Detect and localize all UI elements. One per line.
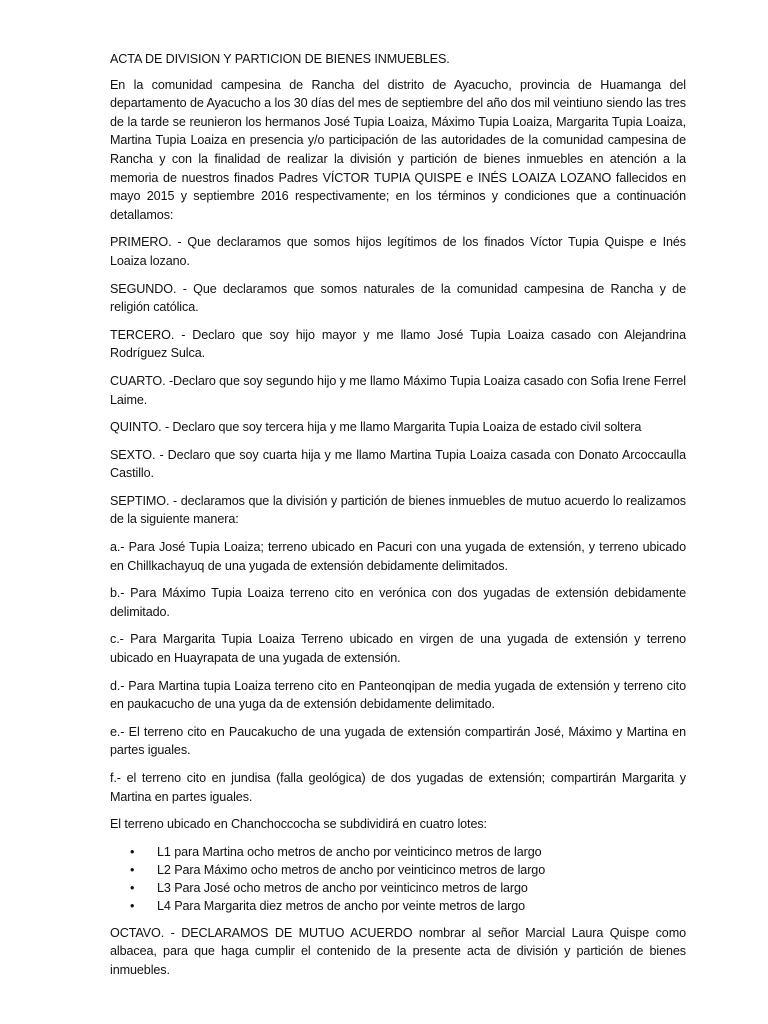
item-d: d.- Para Martina tupia Loaiza terreno cito en Panteonqipan de media yugada de extensión y terreno cito en paukacucho de una yuga da de extensión debidamente delimitado. bbox=[110, 678, 686, 712]
clause-segundo: SEGUNDO. - Que declaramos que somos naturales de la comunidad campesina de Rancha y de religión católica. bbox=[110, 281, 686, 315]
clause-primero: PRIMERO. - Que declaramos que somos hijos legítimos de los finados Víctor Tupia Quispe e Inés Loaiza lozano. bbox=[110, 235, 686, 268]
item-e: e.- El terreno cito en Paucakucho de una yugada de extensión compartirán José, Máximo y Martina en partes iguales. bbox=[110, 724, 686, 758]
lot-text: L4 Para Margarita diez metros de ancho por veinte metros de largo bbox=[157, 898, 526, 913]
list-item bbox=[110, 843, 686, 861]
clause-cuarto: CUARTO. -Declaro que soy segundo hijo y me llamo Máximo Tupia Loaiza casado con Sofia Irene Ferrel Laime. bbox=[110, 373, 686, 407]
clause-tercero: TERCERO. - Declaro que soy hijo mayor y me llamo José Tupia Loaiza casado con Alejandrina Rodríguez Sulca. bbox=[110, 327, 686, 361]
document-page bbox=[110, 50, 686, 989]
item-c: c.- Para Margarita Tupia Loaiza Terreno ubicado en virgen de una yugada de extensión y terreno ubicado en Huayrapata de una yugada de extensión. bbox=[110, 632, 686, 666]
bullet-icon: • bbox=[130, 898, 135, 913]
bullet-icon: • bbox=[130, 862, 135, 877]
lot-text: L2 Para Máximo ocho metros de ancho por veinticinco metros de largo bbox=[157, 862, 546, 877]
document-title: ACTA DE DIVISION Y PARTICION DE BIENES INMUEBLES. bbox=[110, 52, 450, 66]
lot-text: L3 Para José ocho metros de ancho por veinticinco metros de largo bbox=[157, 880, 528, 895]
clause-sexto: SEXTO. - Declaro que soy cuarta hija y me llamo Martina Tupia Loaiza casada con Donato Arcoccaulla Castillo. bbox=[110, 447, 686, 481]
bullet-icon: • bbox=[130, 844, 135, 859]
clause-quinto: QUINTO. - Declaro que soy tercera hija y me llamo Margarita Tupia Loaiza de estado civil soltera bbox=[110, 420, 642, 435]
lot-text: L1 para Martina ocho metros de ancho por veinticinco metros de largo bbox=[157, 844, 542, 859]
item-b: b.- Para Máximo Tupia Loaiza terreno cito en verónica con dos yugadas de extensión debidamente delimitado. bbox=[110, 586, 686, 619]
list-item bbox=[110, 897, 686, 915]
item-a: a.- Para José Tupia Loaiza; terreno ubicado en Pacuri con una yugada de extensión, y terreno ubicado en Chillkachayuq de una yugada de extensión debidamente delimitados. bbox=[110, 540, 686, 573]
bullet-icon: • bbox=[130, 880, 135, 895]
list-item bbox=[110, 879, 686, 897]
clause-octavo: OCTAVO. - DECLARAMOS DE MUTUO ACUERDO nombrar al señor Marcial Laura Quispe como albacea, para que haga cumplir el contenido de la presente acta de división y partición de bienes inmuebles. bbox=[110, 925, 686, 977]
lots-list bbox=[110, 843, 686, 915]
list-item bbox=[110, 861, 686, 879]
intro-paragraph: En la comunidad campesina de Rancha del distrito de Ayacucho, provincia de Huamanga del departamento de Ayacucho a los 30 días del mes de septiembre del año dos mil veintiuno siendo las tres de la tarde se reunieron los hermanos José Tupia Loaiza, Máximo Tupia Loaiza, Margarita Tupia Loaiza, Martina Tupia Loaiza en presencia y/o participación de las autoridades de la comunidad campesina de Rancha y con la finalidad de realizar la división y partición de bienes inmuebles en atención a la memoria de nuestros finados Padres VÍCTOR TUPIA QUISPE e INÉS LOAIZA LOZANO fallecidos en mayo 2015 y septiembre 2016 respectivamente; en los términos y condiciones que a continuación detallamos: bbox=[110, 77, 686, 222]
item-f: f.- el terreno cito en jundisa (falla geológica) de dos yugadas de extensión; compartirán Margarita y Martina en partes iguales. bbox=[110, 771, 686, 804]
chanchoccocha-intro: El terreno ubicado en Chanchoccocha se subdividirá en cuatro lotes: bbox=[110, 817, 487, 832]
clause-septimo: SEPTIMO. - declaramos que la división y partición de bienes inmuebles de mutuo acuerdo lo realizamos de la siguiente manera: bbox=[110, 493, 686, 527]
